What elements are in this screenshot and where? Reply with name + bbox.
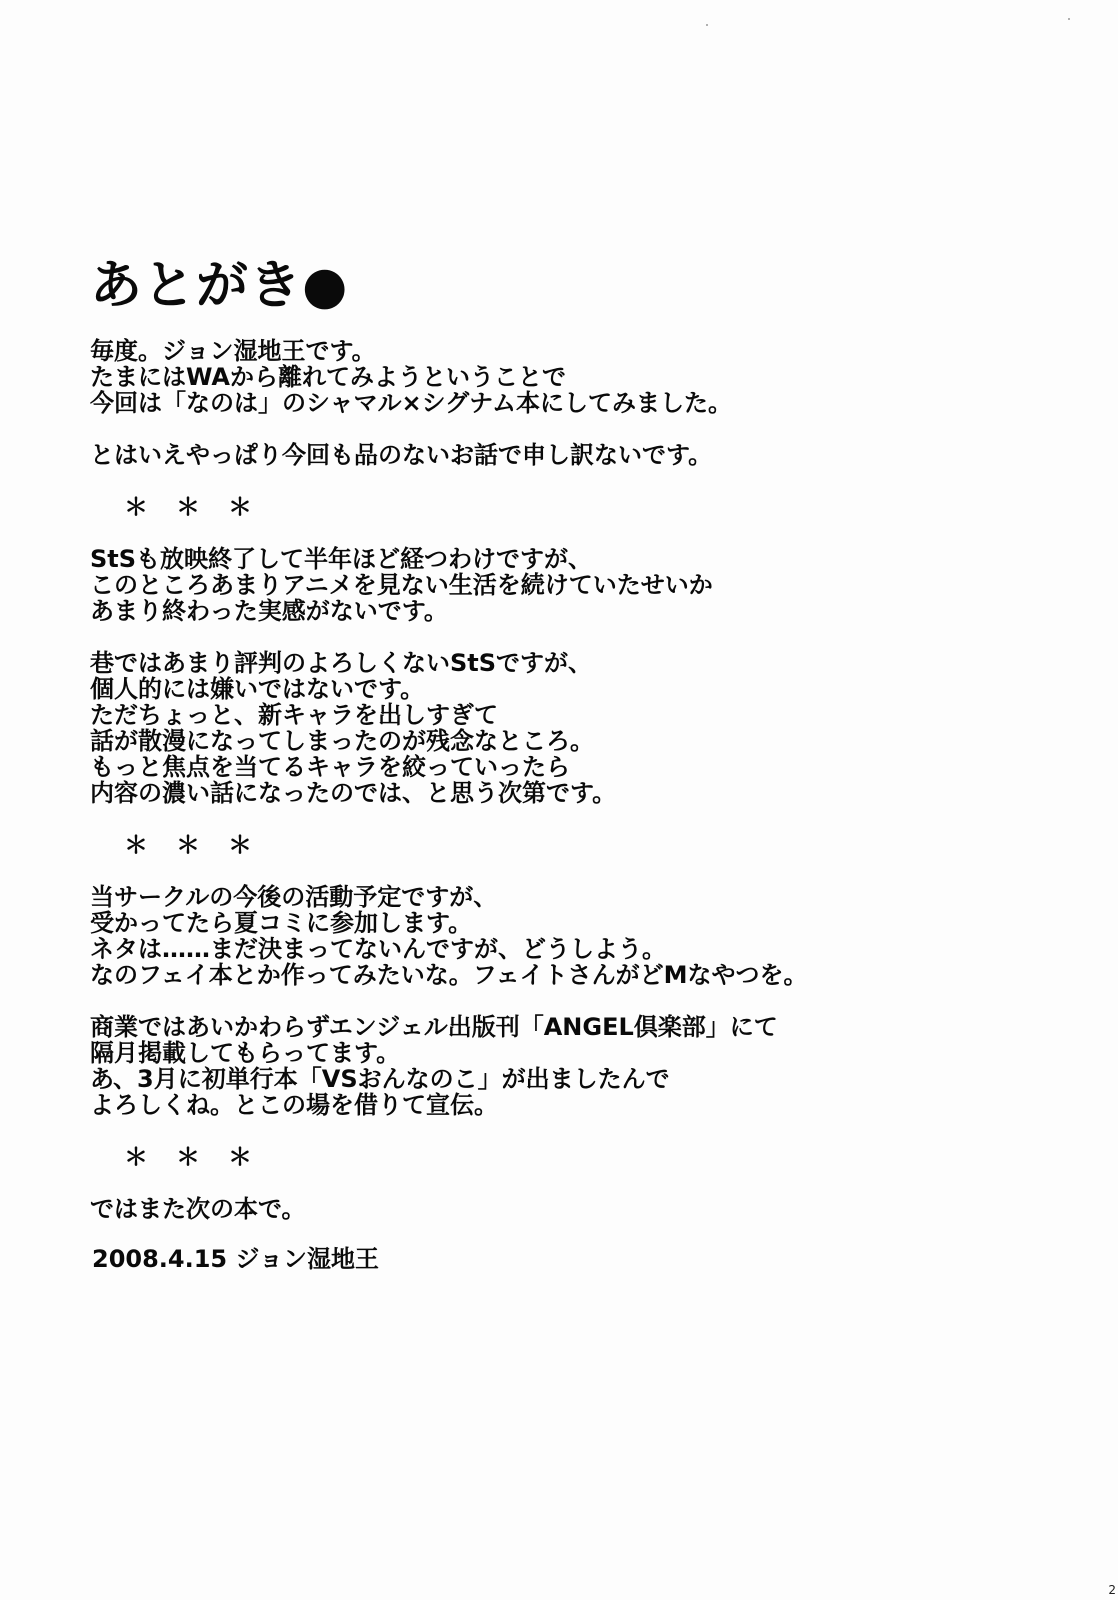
text-line: 当サークルの今後の活動予定ですが、 bbox=[90, 883, 498, 911]
text-line: ただちょっと、新キャラを出しすぎて bbox=[90, 701, 498, 729]
text-line: 毎度。ジョン湿地王です。 bbox=[90, 337, 376, 365]
text-line: 個人的には嫌いではないです。 bbox=[90, 675, 425, 703]
text-line: あ、3月に初単行本「VSおんなのこ」が出ましたんで bbox=[90, 1065, 670, 1093]
text-line: 話が散漫になってしまったのが残念なところ。 bbox=[90, 727, 594, 755]
text-line: もっと焦点を当てるキャラを絞っていったら bbox=[90, 753, 570, 781]
afterword-title: あとがき● bbox=[90, 256, 349, 316]
scan-speck bbox=[706, 24, 708, 26]
text-line: 商業ではあいかわらずエンジェル出版刊「ANGEL倶楽部」にて bbox=[90, 1013, 778, 1041]
text-line: 隔月掲載してもらってます。 bbox=[90, 1039, 401, 1067]
text-line: よろしくね。とこの場を借りて宣伝。 bbox=[90, 1091, 498, 1119]
text-line: ネタは……まだ決まってないんですが、どうしよう。 bbox=[90, 935, 666, 963]
section-separator: ＊＊＊ bbox=[124, 493, 280, 521]
text-line: あまり終わった実感がないです。 bbox=[90, 597, 448, 625]
scan-speck bbox=[1068, 18, 1070, 20]
text-line: 受かってたら夏コミに参加します。 bbox=[90, 909, 473, 937]
text-line: たまにはWAから離れてみようということで bbox=[90, 363, 566, 391]
page-number: 2 bbox=[1108, 1583, 1116, 1597]
text-line: 今回は「なのは」のシャマル×シグナム本にしてみました。 bbox=[90, 389, 732, 417]
text-line: 内容の濃い話になったのでは、と思う次第です。 bbox=[90, 779, 617, 807]
text-line: なのフェイ本とか作ってみたいな。フェイトさんがどMなやつを。 bbox=[90, 961, 808, 989]
section-separator: ＊＊＊ bbox=[124, 1143, 280, 1171]
section-separator: ＊＊＊ bbox=[124, 831, 280, 859]
afterword-body bbox=[90, 338, 1050, 1222]
text-line: このところあまりアニメを見ない生活を続けていたせいか bbox=[90, 571, 713, 599]
date-signature: 2008.4.15 ジョン湿地王 bbox=[92, 1245, 380, 1273]
text-line: 巷ではあまり評判のよろしくないStSですが、 bbox=[90, 649, 593, 677]
text-line: とはいえやっぱり今回も品のないお話で申し訳ないです。 bbox=[90, 441, 713, 469]
text-line: ではまた次の本で。 bbox=[90, 1195, 306, 1223]
text-line: StSも放映終了して半年ほど経つわけですが、 bbox=[90, 545, 593, 573]
